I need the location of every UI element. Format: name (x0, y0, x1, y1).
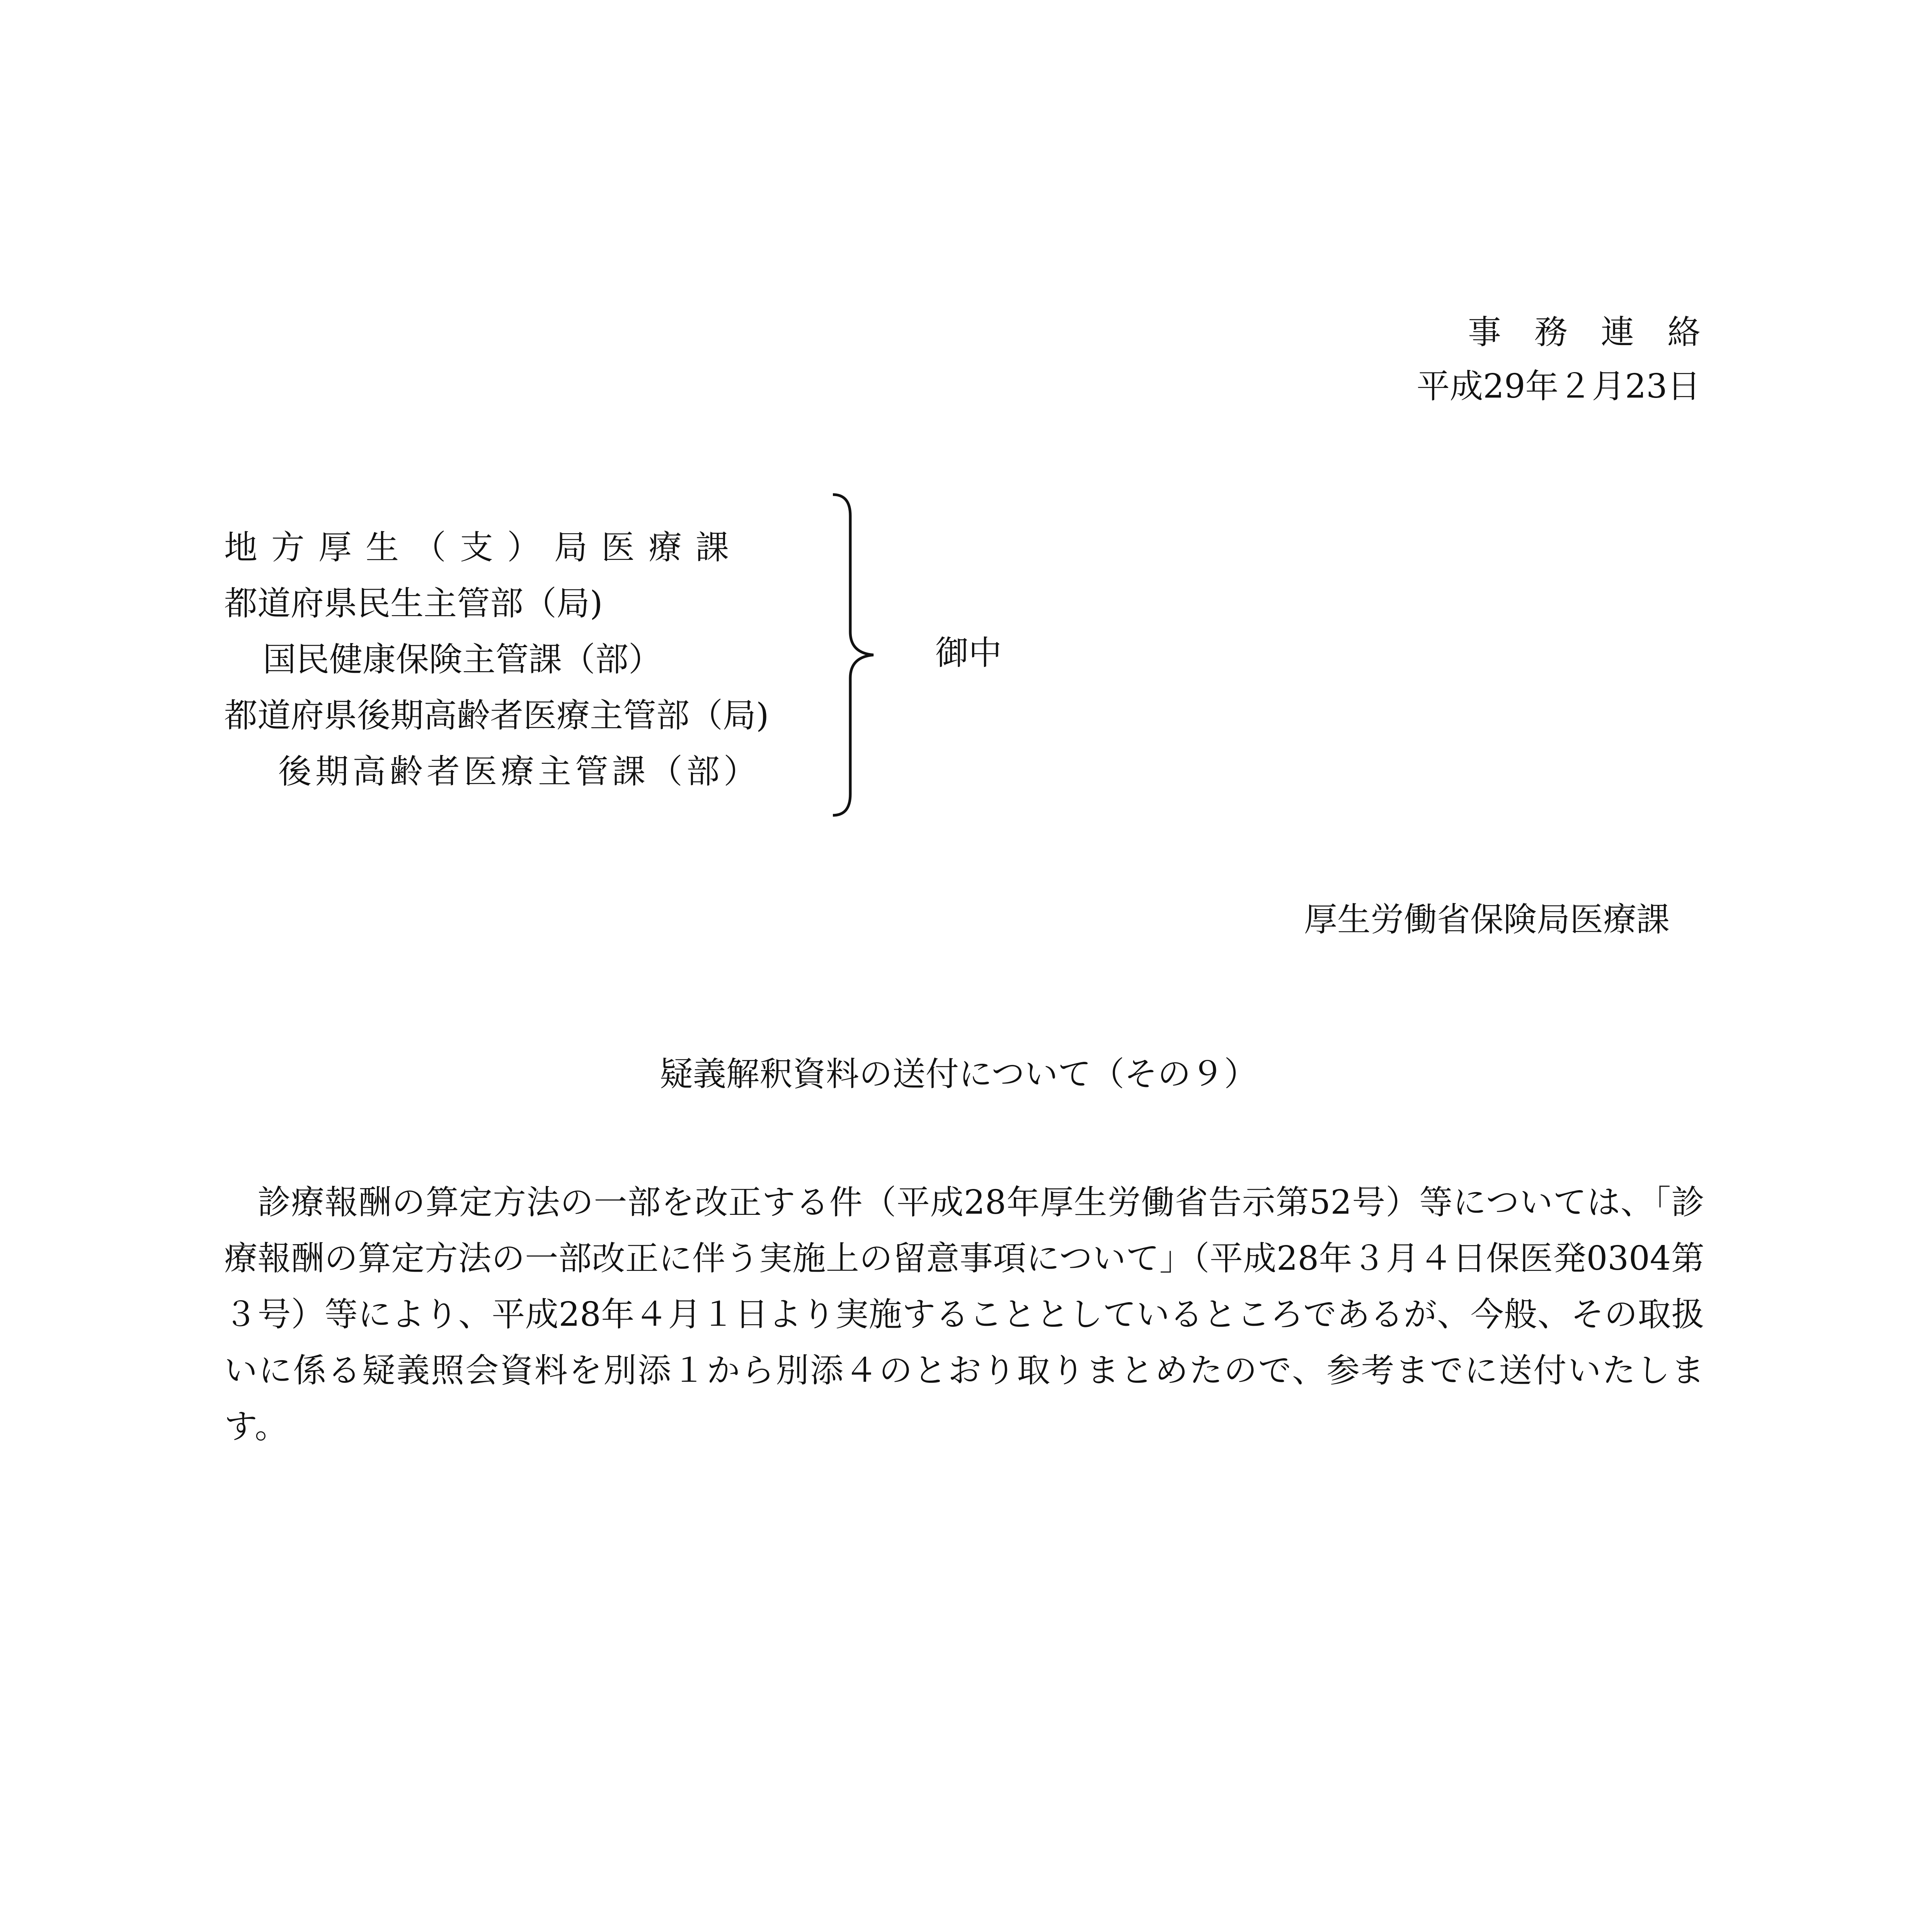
recipient-line: 後期高齢者医療主管課（部） (278, 752, 761, 791)
body-paragraph: 診療報酬の算定方法の一部を改正する件（平成28年厚生労働省告示第52号）等については、「診療報酬の算定方法の一部改正に伴う実施上の留意事項について」（平成28年３月４日保医発0304第３号）等により、平成28年４月１日より実施することとしているところであるが、今般、その取扱いに係る疑義照会資料を別添１から別添４のとおり取りまとめたので、参考までに送付いたします。 (224, 1183, 1704, 1446)
honorific: 御中 (935, 634, 1002, 672)
recipient-line: 地方厚生（支）局医療課 (224, 528, 743, 567)
right-brace-icon (831, 493, 877, 817)
recipient-line: 都道府県後期高齢者医療主管部（局) (224, 696, 769, 735)
recipient-line: 都道府県民生主管部（局) (224, 584, 603, 623)
recipient-list (224, 520, 769, 800)
document-title: 疑義解釈資料の送付について（その９） (659, 1055, 1258, 1094)
recipient-line: 国民健康保険主管課（部） (263, 640, 662, 679)
sender-name: 厚生労働省保険局医療課 (1304, 900, 1670, 939)
document-date: 平成29年２月23日 (1416, 367, 1701, 406)
document-type: 事務連絡 (1468, 313, 1734, 352)
